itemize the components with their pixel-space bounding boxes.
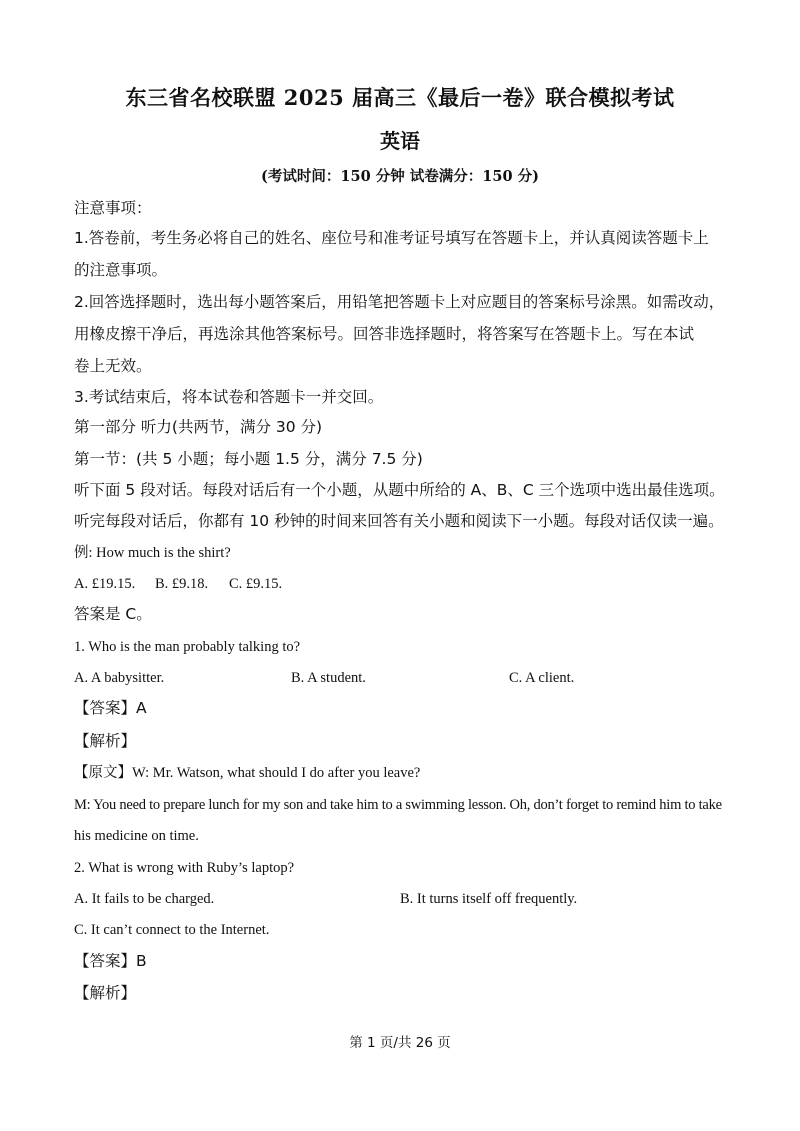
part1-heading: 第一部分 听力(共两节，满分 30 分) [74, 418, 323, 436]
notice-line-6: 3.考试结束后，将本试卷和答题卡一并交回。 [74, 388, 384, 406]
notice-line-2: 的注意事项。 [74, 261, 168, 279]
page-number: 第 1 页/共 26 页 [349, 1035, 451, 1051]
exam-info: (考试时间：150 分钟 试卷满分：150 分) [261, 168, 539, 185]
notice-line-5: 卷上无效。 [74, 357, 152, 375]
instructions-line-2: 听完每段对话后，你都有 10 秒钟的时间来回答有关小题和阅读下一小题。每段对话仅读一遍。 [74, 512, 724, 530]
q1-original-m-line2: his medicine on time. [74, 828, 199, 844]
notice-line-3: 2.回答选择题时，选出每小题答案后，用铅笔把答题卡上对应题目的答案标号涂黑。如需改动， [74, 293, 725, 311]
example-option-a: A. £19.15. [74, 576, 136, 592]
example-question: 例: How much is the shirt? [74, 545, 231, 561]
q1-option-b: B. A student. [291, 670, 366, 686]
q2-option-c: C. It can’t connect to the Internet. [74, 922, 270, 938]
q1-option-c: C. A client. [509, 670, 575, 686]
q1-original-m-line1: M: You need to prepare lunch for my son and take him to a swimming lesson. Oh, don’t forget to remind him to take [74, 797, 722, 813]
q2-question: 2. What is wrong with Ruby’s laptop? [74, 860, 295, 876]
notice-line-4: 用橡皮擦干净后，再选涂其他答案标号。回答非选择题时，将答案写在答题卡上。写在本试 [74, 325, 695, 343]
subject-heading: 英语 [380, 129, 420, 153]
q2-option-a: A. It fails to be charged. [74, 891, 215, 907]
q1-question: 1. Who is the man probably talking to? [74, 639, 301, 655]
q2-analysis: 【解析】 [74, 984, 137, 1002]
example-option-b: B. £9.18. [155, 576, 209, 592]
example-answer: 答案是 C。 [74, 605, 152, 623]
instructions-line-1: 听下面 5 段对话。每段对话后有一个小题，从题中所给的 A、B、C 三个选项中选出最佳选项。 [74, 481, 725, 499]
section1-heading: 第一节：(共 5 小题；每小题 1.5 分，满分 7.5 分) [74, 450, 423, 468]
notice-line-1: 1.答卷前，考生务必将自己的姓名、座位号和准考证号填写在答题卡上，并认真阅读答题卡上 [74, 229, 709, 247]
q2-option-b: B. It turns itself off frequently. [400, 891, 578, 907]
example-option-c: C. £9.15. [229, 576, 283, 592]
q1-answer: 【答案】A [74, 699, 147, 717]
q1-analysis: 【解析】 [74, 732, 137, 750]
q1-option-a: A. A babysitter. [74, 670, 165, 686]
page-title: 东三省名校联盟 2025 届高三《最后一卷》联合模拟考试 [125, 85, 675, 110]
notice-heading: 注意事项： [74, 199, 152, 217]
q2-answer: 【答案】B [74, 952, 147, 970]
q1-original-w: 【原文】W: Mr. Watson, what should I do after you leave? [74, 765, 421, 781]
